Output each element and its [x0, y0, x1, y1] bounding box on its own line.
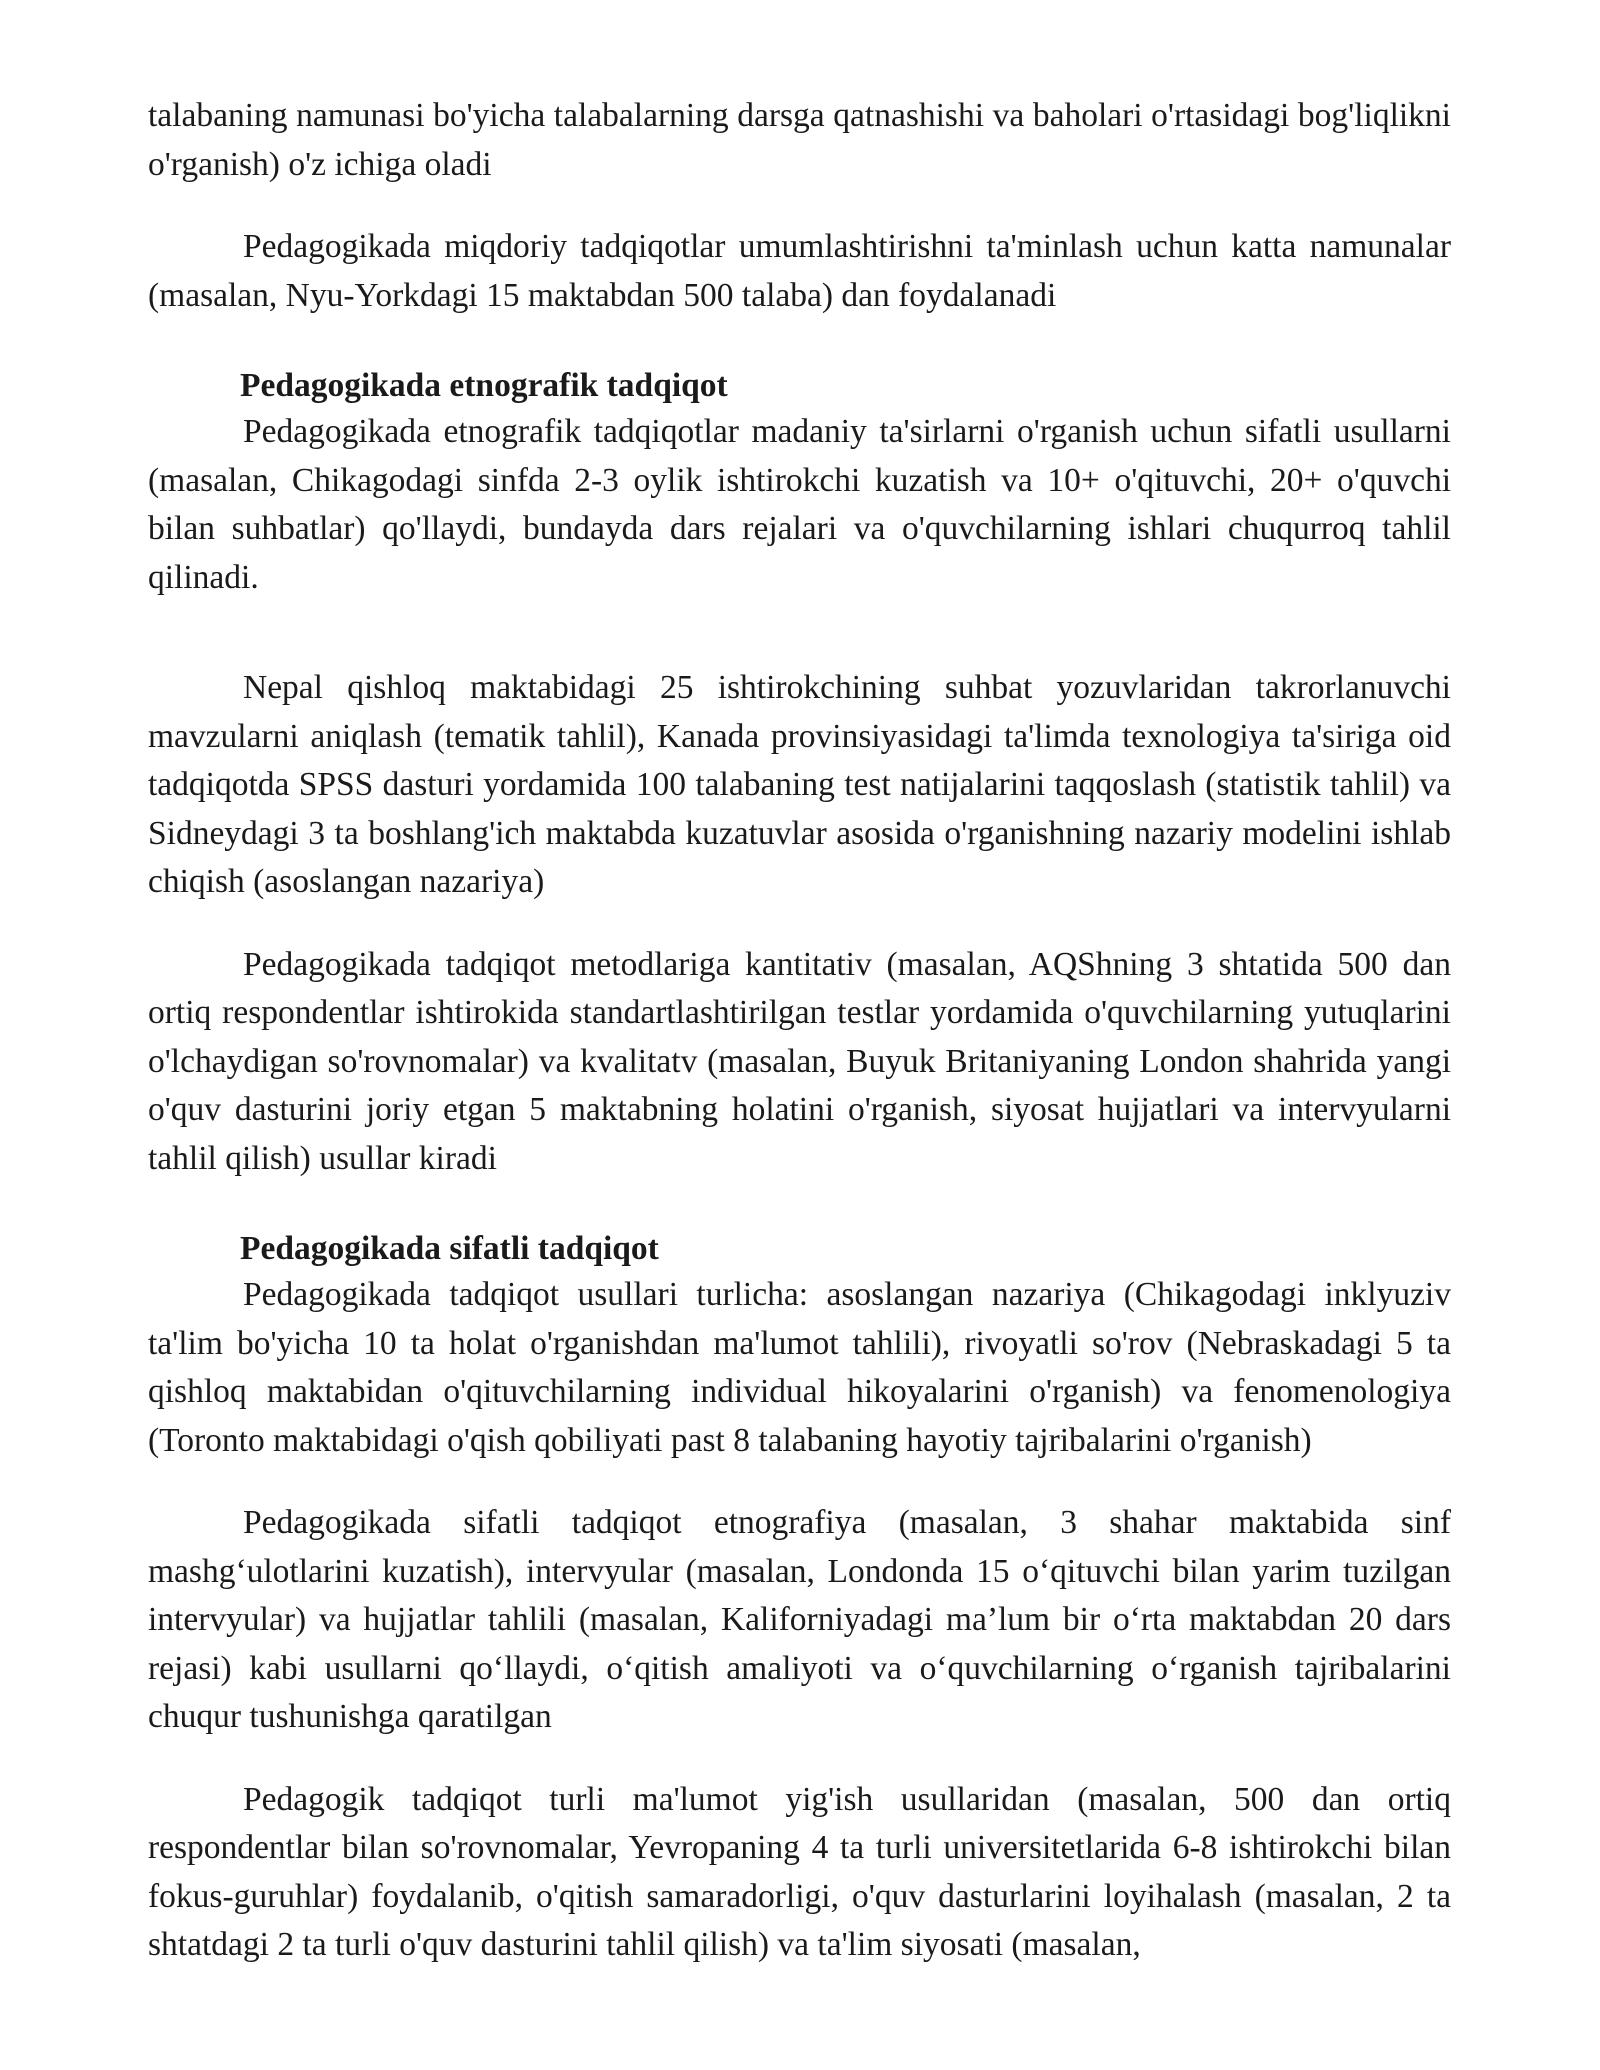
paragraph-quantitative-research: Pedagogikada miqdoriy tadqiqotlar umumlashtirishni ta'minlash uchun katta namunalar (masalan, Nyu-Yorkdagi 15 maktabdan 500 talaba) dan foydalanadi [148, 228, 1451, 314]
paragraph-ethnographic-research: Pedagogikada etnografik tadqiqotlar madaniy ta'sirlarni o'rganish uchun sifatli usullarni (masalan, Chikagodagi sinfda 2-3 oylik ishtirokchi kuzatish va 10+ o'qituvchi, 20+ o'quvchi bilan suhbatlar) qo'llaydi, bundayda dars rejalari va o'quvchilarning ishlari chuqurroq tahlil qilinadi. [148, 413, 1451, 596]
paragraph-qualitative-methods: Pedagogikada tadqiqot usullari turlicha: asoslangan nazariya (Chikagodagi inklyuziv ta'lim bo'yicha 10 ta holat o'rganishdan ma'lumot tahlili), rivoyatli so'rov (Nebraskadagi 5 ta qishloq maktabidan o'qituvchilarning individual hikoyalarini o'rganish) va fenomenologiya (Toronto maktabidagi o'qish qobiliyati past 8 talabaning hayotiy tajribalarini o'rganish) [148, 1276, 1451, 1459]
document-page [148, 92, 1451, 1970]
heading-ethnographic-research: Pedagogikada etnografik tadqiqot [240, 367, 728, 404]
paragraph-data-collection: Pedagogik tadqiqot turli ma'lumot yig'ish usullaridan (masalan, 500 dan ortiq respondentlar bilan so'rovnomalar, Yevropaning 4 ta turli universitetlarida 6-8 ishtirokchi bilan fokus-guruhlar) foydalanib, o'qitish samaradorligi, o'quv dasturlarini loyihalash (masalan, 2 ta shtatdagi 2 ta turli o'quv dasturini tahlil qilish) va ta'lim siyosati (masalan, [148, 1780, 1451, 1963]
paragraph-analysis-examples: Nepal qishloq maktabidagi 25 ishtirokchining suhbat yozuvlaridan takrorlanuvchi mavzularni aniqlash (tematik tahlil), Kanada provinsiyasidagi ta'limda texnologiya ta'siriga oid tadqiqotda SPSS dasturi yordamida 100 talabaning test natijalarini taqqoslash (statistik tahlil) va Sidneydagi 3 ta boshlang'ich maktabda kuzatuvlar asosida o'rganishning nazariy modelini ishlab chiqish (asoslangan nazariya) [148, 669, 1451, 900]
heading-qualitative-research: Pedagogikada sifatli tadqiqot [240, 1230, 659, 1267]
paragraph-qualitative-ethnography: Pedagogikada sifatli tadqiqot etnografiya (masalan, 3 shahar maktabida sinf mashg‘ulotlarini kuzatish), intervyular (masalan, Londonda 15 o‘qituvchi bilan yarim tuzilgan intervyular) va hujjatlar tahlili (masalan, Kaliforniyadagi ma’lum bir o‘rta maktabdan 20 dars rejasi) kabi usullarni qo‘llaydi, o‘qitish amaliyoti va o‘quvchilarning o‘rganish tajribalarini chuqur tushunishga qaratilgan [148, 1504, 1451, 1735]
paragraph-continuation: talabaning namunasi bo'yicha talabalarning darsga qatnashishi va baholari o'rtasidagi bog'liqlikni o'rganish) o'z ichiga oladi [148, 97, 1451, 183]
paragraph-research-methods: Pedagogikada tadqiqot metodlariga kantitativ (masalan, AQShning 3 shtatida 500 dan ortiq respondentlar ishtirokida standartlashtirilgan testlar yordamida o'quvchilarning yutuqlarini o'lchaydigan so'rovnomalar) va kvalitatv (masalan, Buyuk Britaniyaning London shahrida yangi o'quv dasturini joriy etgan 5 maktabning holatini o'rganish, siyosat hujjatlari va intervyularni tahlil qilish) usullar kiradi [148, 945, 1451, 1177]
